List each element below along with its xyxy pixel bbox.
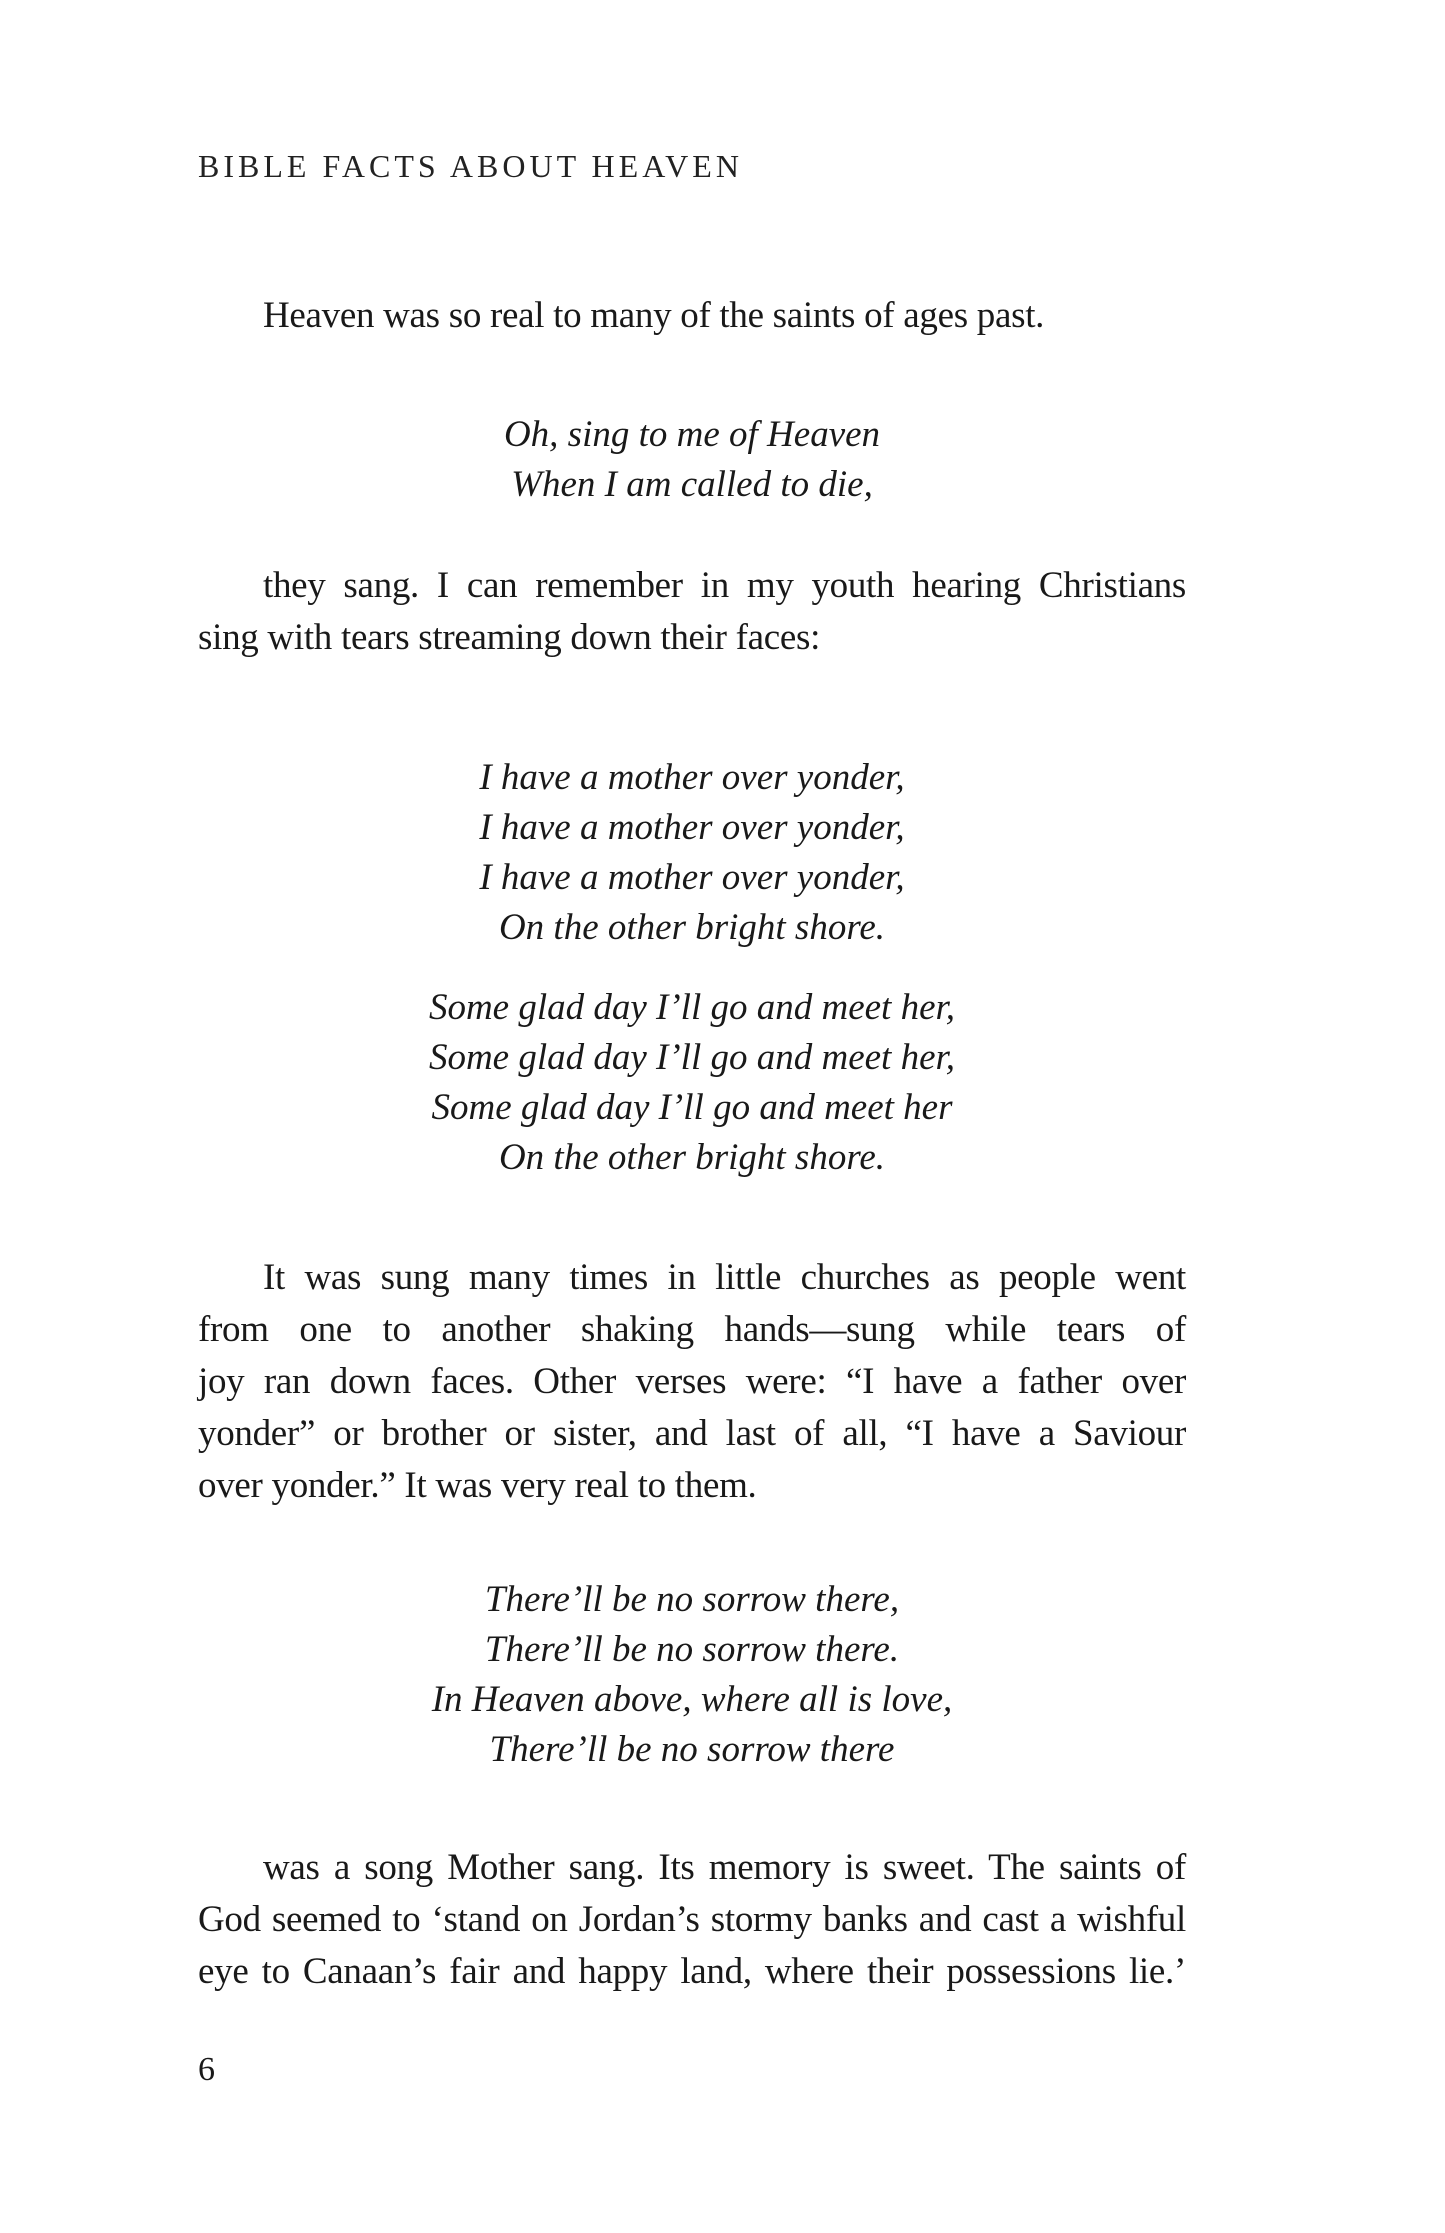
body-paragraph <box>198 1252 1186 1512</box>
running-header: BIBLE FACTS ABOUT HEAVEN <box>198 148 743 184</box>
hymn-verse <box>198 1575 1186 1775</box>
text-column <box>198 146 1186 2090</box>
paragraph-line: was a song Mother sang. Its memory is sweet. The saints of <box>263 1847 1186 1888</box>
paragraph-line: eye to Canaan’s fair and happy land, where their possessions lie.’ <box>198 1951 1186 1992</box>
verse-line: In Heaven above, where all is love, <box>431 1679 953 1720</box>
verse-line: There’ll be no sorrow there. <box>484 1629 900 1670</box>
verse-line: I have a mother over yonder, <box>479 757 905 798</box>
paragraph-line: Heaven was so real to many of the saints of ages past. <box>263 295 1045 336</box>
paragraph-line: sing with tears streaming down their faces: <box>198 617 821 658</box>
body-paragraph <box>198 1842 1186 1998</box>
paragraph-line: from one to another shaking hands—sung while tears of <box>198 1309 1186 1350</box>
verse-line: Some glad day I’ll go and meet her <box>431 1087 953 1128</box>
body-paragraph <box>198 560 1186 664</box>
verse-line: There’ll be no sorrow there, <box>484 1579 900 1620</box>
verse-line: I have a mother over yonder, <box>479 857 905 898</box>
verse-line: There’ll be no sorrow there <box>489 1729 895 1770</box>
paragraph-line: yonder” or brother or sister, and last of all, “I have a Saviour <box>198 1413 1186 1454</box>
paragraph-line: over yonder.” It was very real to them. <box>198 1465 757 1506</box>
verse-line: On the other bright shore. <box>498 907 886 948</box>
paragraph-line: God seemed to ‘stand on Jordan’s stormy banks and cast a wishful <box>198 1899 1186 1940</box>
verse-line: Some glad day I’ll go and meet her, <box>428 987 956 1028</box>
hymn-verse <box>198 983 1186 1183</box>
verse-line: When I am called to die, <box>511 464 873 505</box>
verse-line: Oh, sing to me of Heaven <box>503 414 881 455</box>
page-number: 6 <box>198 2051 215 2088</box>
page-content <box>198 290 1186 1998</box>
hymn-verse <box>198 753 1186 953</box>
hymn-verse <box>198 410 1186 510</box>
verse-line: I have a mother over yonder, <box>479 807 905 848</box>
paragraph-line: It was sung many times in little churches as people went <box>263 1257 1186 1298</box>
paragraph-line: they sang. I can remember in my youth hearing Christians <box>263 565 1186 606</box>
verse-line: On the other bright shore. <box>498 1137 886 1178</box>
paragraph-line: joy ran down faces. Other verses were: “I have a father over <box>198 1361 1186 1402</box>
verse-line: Some glad day I’ll go and meet her, <box>428 1037 956 1078</box>
body-paragraph <box>198 290 1186 342</box>
